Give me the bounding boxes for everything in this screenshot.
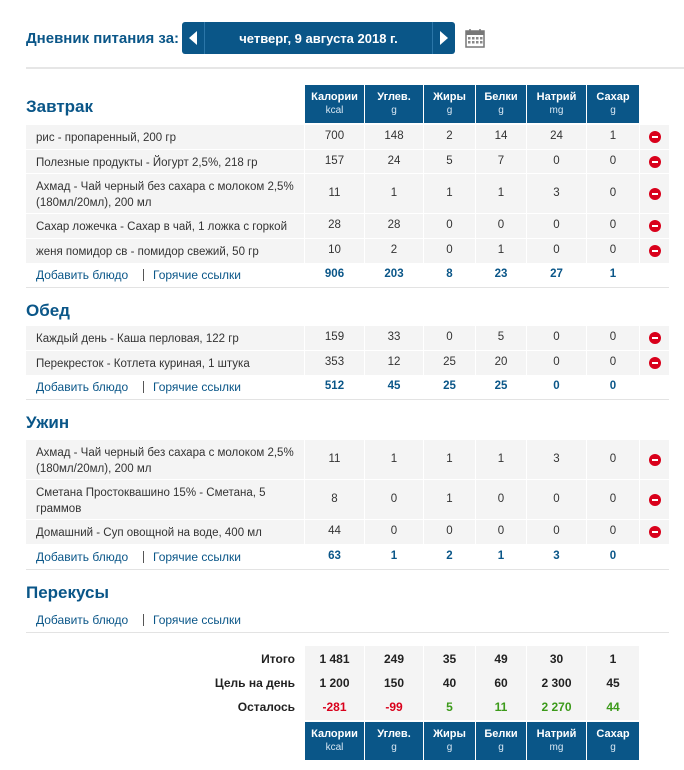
cell-divider (475, 214, 476, 238)
remove-icon[interactable] (649, 131, 661, 143)
cell-divider (364, 174, 365, 213)
cell-divider (475, 480, 476, 519)
column-unit: mg (549, 742, 564, 753)
nutrient-value: 8 (331, 493, 338, 505)
arrow-right-icon (440, 31, 448, 45)
nutrient-value: 25 (443, 356, 456, 368)
nutrient-value: 1 (497, 187, 505, 199)
meal-total-value: 45 (387, 380, 401, 392)
summary-value-remaining: 44 (606, 700, 620, 714)
meal-total-value: 0 (609, 550, 617, 562)
cell-divider (475, 520, 476, 544)
summary-value-remaining: -99 (385, 700, 403, 714)
food-name[interactable]: Домашний - Суп овощной на воде, 400 мл (36, 527, 262, 539)
remove-icon[interactable] (649, 245, 661, 257)
remove-icon[interactable] (649, 357, 661, 369)
column-header-bottom-3 (476, 722, 526, 760)
cell-divider (526, 480, 527, 519)
nutrient-value: 0 (553, 219, 560, 231)
summary-value-goal: 40 (442, 676, 457, 690)
cell-divider (586, 214, 587, 238)
cell-divider (304, 440, 305, 479)
column-header-top-5 (587, 85, 639, 123)
nutrient-value: 0 (609, 155, 617, 167)
cell-divider (423, 150, 424, 173)
add-food-link[interactable]: Добавить блюдо (36, 268, 129, 282)
column-label: Белки (484, 91, 518, 103)
food-name[interactable]: Сахар ложечка - Сахар в чай, 1 ложка с горкой (36, 221, 288, 233)
column-unit: g (391, 742, 397, 753)
nutrient-value: 1 (446, 187, 453, 199)
cell-divider (586, 351, 587, 375)
meal-title-breakfast: Завтрак (26, 97, 94, 116)
header-divider (26, 67, 684, 69)
meal-total-value: 1 (497, 550, 505, 562)
cell-divider (639, 440, 640, 479)
column-header-bottom-0 (305, 722, 364, 760)
summary-label-remaining: Осталось (237, 700, 295, 714)
nutrient-value: 20 (494, 356, 508, 368)
meal-total-value: 8 (446, 268, 453, 280)
cell-divider (475, 326, 476, 350)
table-row (26, 239, 669, 264)
cell-divider (639, 351, 640, 375)
column-header-top-2 (424, 85, 475, 123)
nutrient-value: 0 (553, 331, 560, 343)
food-name[interactable]: Ахмад - Чай черный без сахара с молоком 2,5% (180мл/20мл), 200 мл (36, 181, 294, 209)
summary-value-total: 35 (442, 652, 457, 666)
nutrient-value: 2 (446, 130, 453, 142)
nutrient-value: 700 (324, 130, 345, 142)
link-separator (143, 614, 144, 626)
cell-divider (526, 440, 527, 479)
cell-divider (364, 239, 365, 263)
nutrient-value: 353 (324, 356, 345, 368)
prev-day-button[interactable] (182, 22, 205, 54)
nutrient-value: 0 (609, 331, 617, 343)
meal-total-value: 2 (446, 550, 453, 562)
summary-label-total: Итого (261, 652, 295, 666)
column-unit: g (498, 742, 504, 753)
cell-divider (639, 125, 640, 149)
nutrient-value: 159 (324, 331, 345, 343)
food-name[interactable]: Ахмад - Чай черный без сахара с молоком 2,5% (180мл/20мл), 200 мл (36, 447, 294, 475)
cell-divider (304, 520, 305, 544)
column-label: Калории (311, 728, 358, 740)
food-name[interactable]: Перекресток - Котлета куриная, 1 штука (36, 358, 250, 370)
nutrient-value: 24 (387, 155, 401, 167)
cell-divider (304, 326, 305, 350)
meal-total-value: 906 (324, 268, 345, 280)
nutrient-value: 0 (446, 331, 453, 343)
food-name[interactable]: Каждый день - Каша перловая, 122 гр (36, 333, 239, 345)
nutrient-value: 0 (446, 244, 453, 256)
nutrient-value: 0 (553, 155, 560, 167)
table-row (26, 480, 669, 520)
nutrient-value: 0 (497, 219, 505, 231)
column-label: Жиры (433, 728, 466, 740)
nutrient-value: 3 (553, 453, 560, 465)
nutrient-value: 0 (609, 525, 617, 537)
summary-value-goal: 45 (606, 676, 620, 690)
nutrient-value: 7 (497, 155, 505, 167)
nutrient-value: 14 (494, 130, 508, 142)
cell-divider (475, 174, 476, 213)
cell-divider (423, 174, 424, 213)
cell-divider (423, 239, 424, 263)
meal-total-value: 1 (390, 550, 398, 562)
nutrient-value: 28 (328, 219, 341, 231)
summary-value-total: 1 481 (319, 652, 350, 666)
summary-label-goal: Цель на день (214, 676, 295, 690)
column-header-top-4 (527, 85, 586, 123)
meal-total-value: 203 (384, 268, 404, 280)
nutrient-value: 0 (609, 219, 617, 231)
quick-links-link[interactable]: Горячие ссылки (153, 613, 241, 627)
meal-total-value: 27 (550, 268, 563, 280)
cell-divider (304, 351, 305, 375)
cell-divider (364, 125, 365, 149)
summary-value-goal: 60 (494, 676, 508, 690)
column-label: Углев. (377, 728, 411, 740)
food-name[interactable]: Сметана Простоквашино 15% - Сметана, 5 граммов (36, 487, 266, 515)
cell-divider (586, 440, 587, 479)
table-row (26, 174, 669, 214)
nutrient-value: 0 (553, 493, 560, 505)
table-row (26, 326, 669, 351)
cell-divider (423, 125, 424, 149)
cell-divider (475, 351, 476, 375)
column-unit: g (498, 105, 504, 116)
table-row (26, 440, 669, 480)
cell-divider (423, 214, 424, 238)
column-header-top-1 (365, 85, 423, 123)
column-unit: g (446, 105, 453, 116)
meal-total-value: 25 (443, 380, 456, 392)
column-unit: g (391, 105, 397, 116)
quick-links-link[interactable]: Горячие ссылки (153, 380, 241, 394)
cell-divider (639, 174, 640, 213)
meal-total-value: 0 (553, 380, 560, 392)
column-header-bottom-1 (365, 722, 423, 760)
nutrient-value: 0 (553, 525, 560, 537)
summary-value-goal: 1 200 (319, 676, 350, 690)
column-unit: g (610, 742, 616, 753)
column-label: Натрий (536, 728, 577, 740)
nutrient-value: 1 (497, 453, 505, 465)
remove-icon[interactable] (649, 454, 661, 466)
cell-divider (304, 150, 305, 173)
cell-divider (423, 326, 424, 350)
cell-divider (526, 214, 527, 238)
cell-divider (639, 150, 640, 173)
nutrient-value: 12 (387, 356, 401, 368)
meal-total-value: 0 (609, 380, 617, 392)
meal-totals-row (26, 608, 669, 633)
nutrient-value: 1 (446, 453, 453, 465)
meal-title-snacks: Перекусы (26, 583, 110, 602)
summary-value-total: 1 (609, 652, 617, 666)
column-label: Сахар (596, 91, 630, 103)
nutrient-value: 0 (609, 244, 617, 256)
add-food-link[interactable]: Добавить блюдо (36, 613, 129, 627)
summary-value-goal: 2 300 (541, 676, 572, 690)
table-row (26, 150, 669, 174)
table-row (26, 214, 669, 239)
nutrient-value: 0 (609, 453, 617, 465)
cell-divider (304, 239, 305, 263)
cell-divider (364, 480, 365, 519)
nutrient-value: 33 (387, 331, 401, 343)
cell-divider (639, 214, 640, 238)
link-separator (143, 269, 144, 281)
nutrient-value: 0 (497, 493, 505, 505)
remove-icon[interactable] (649, 332, 661, 344)
meal-total-value: 63 (328, 550, 341, 562)
cell-divider (526, 326, 527, 350)
nutrient-value: 148 (384, 130, 404, 142)
quick-links-link[interactable]: Горячие ссылки (153, 268, 241, 282)
nutrient-value: 44 (328, 525, 341, 537)
cell-divider (639, 520, 640, 544)
column-header-bottom-4 (527, 722, 586, 760)
remove-icon[interactable] (649, 188, 661, 200)
nutrient-value: 3 (553, 187, 560, 199)
cell-divider (475, 440, 476, 479)
summary-value-total: 30 (549, 652, 564, 666)
link-separator (143, 381, 144, 393)
cell-divider (586, 326, 587, 350)
food-name[interactable]: женя помидор св - помидор свежий, 50 гр (36, 246, 259, 258)
cell-divider (364, 351, 365, 375)
remove-icon[interactable] (649, 220, 661, 232)
meal-total-value: 3 (553, 550, 560, 562)
cell-divider (526, 174, 527, 213)
nutrient-value: 11 (328, 187, 341, 199)
next-day-button[interactable] (432, 22, 455, 54)
column-label: Калории (311, 91, 358, 103)
cell-divider (639, 239, 640, 263)
remove-icon[interactable] (649, 494, 661, 506)
add-food-link[interactable]: Добавить блюдо (36, 550, 129, 564)
column-label: Белки (484, 728, 518, 740)
column-unit: kcal (325, 105, 344, 116)
cell-divider (304, 480, 305, 519)
cell-divider (364, 440, 365, 479)
nutrient-value: 11 (328, 453, 341, 465)
nutrient-value: 0 (497, 525, 505, 537)
meal-total-value: 23 (494, 268, 508, 280)
meal-total-value: 512 (324, 380, 345, 392)
summary-value-total: 49 (494, 652, 508, 666)
nutrient-value: 0 (553, 244, 560, 256)
cell-divider (304, 174, 305, 213)
column-label: Углев. (377, 91, 411, 103)
meal-totals-row (26, 263, 669, 288)
table-row (26, 520, 669, 545)
column-unit: kcal (325, 742, 344, 753)
column-header-top-3 (476, 85, 526, 123)
cell-divider (526, 351, 527, 375)
nutrient-value: 0 (553, 356, 560, 368)
column-unit: g (610, 105, 616, 116)
cell-divider (423, 351, 424, 375)
nutrient-value: 0 (609, 493, 617, 505)
nutrient-value: 0 (446, 525, 453, 537)
cell-divider (364, 326, 365, 350)
cell-divider (526, 520, 527, 544)
cell-divider (364, 150, 365, 173)
summary-value-remaining: -281 (322, 700, 347, 714)
nutrient-value: 5 (497, 331, 505, 343)
column-label: Жиры (433, 91, 466, 103)
meal-totals-row (26, 375, 669, 400)
food-name[interactable]: рис - пропаренный, 200 гр (36, 132, 176, 144)
cell-divider (586, 125, 587, 149)
meal-title-lunch: Обед (26, 301, 70, 320)
nutrient-value: 157 (324, 155, 345, 167)
cell-divider (586, 520, 587, 544)
cell-divider (526, 150, 527, 173)
cell-divider (526, 125, 527, 149)
cell-divider (475, 125, 476, 149)
cell-divider (586, 174, 587, 213)
cell-divider (423, 520, 424, 544)
remove-icon[interactable] (649, 156, 661, 168)
meal-total-value: 25 (494, 380, 508, 392)
summary-value-remaining: 5 (446, 700, 453, 714)
column-unit: mg (549, 105, 564, 116)
column-label: Натрий (536, 91, 577, 103)
nutrient-value: 0 (390, 525, 398, 537)
nutrient-value: 0 (609, 356, 617, 368)
cell-divider (639, 480, 640, 519)
nutrient-value: 0 (390, 493, 398, 505)
page-title: Дневник питания за: (26, 30, 180, 47)
cell-divider (586, 150, 587, 173)
arrow-left-icon (189, 31, 197, 45)
cell-divider (304, 214, 305, 238)
cell-divider (586, 239, 587, 263)
cell-divider (364, 214, 365, 238)
cell-divider (304, 125, 305, 149)
nutrient-value: 0 (446, 219, 453, 231)
nutrient-value: 1 (390, 187, 398, 199)
column-unit: g (446, 742, 453, 753)
summary-value-goal: 150 (383, 676, 405, 690)
cell-divider (423, 440, 424, 479)
nutrient-value: 5 (446, 155, 453, 167)
meal-totals-row (26, 545, 669, 570)
cell-divider (423, 480, 424, 519)
table-row (26, 351, 669, 376)
current-date: четверг, 9 августа 2018 г. (239, 30, 398, 46)
food-name[interactable]: Полезные продукты - Йогурт 2,5%, 218 гр (36, 157, 258, 169)
remove-icon[interactable] (649, 526, 661, 538)
nutrient-value: 1 (497, 244, 505, 256)
cell-divider (586, 480, 587, 519)
cell-divider (526, 239, 527, 263)
nutrient-value: 1 (446, 493, 453, 505)
cell-divider (639, 326, 640, 350)
column-header-top-0 (305, 85, 364, 123)
table-row (26, 125, 669, 150)
nutrient-value: 10 (328, 244, 341, 256)
nutrient-value: 1 (390, 453, 398, 465)
cell-divider (475, 150, 476, 173)
nutrient-value: 0 (609, 187, 617, 199)
meal-total-value: 1 (609, 268, 617, 280)
link-separator (143, 551, 144, 563)
calendar-icon[interactable] (465, 28, 485, 48)
summary-value-remaining: 2 270 (541, 700, 572, 714)
cell-divider (475, 239, 476, 263)
nutrient-value: 1 (609, 130, 617, 142)
column-label: Сахар (596, 728, 630, 740)
nutrient-value: 24 (550, 130, 563, 142)
summary-value-total: 249 (383, 652, 405, 666)
add-food-link[interactable]: Добавить блюдо (36, 380, 129, 394)
nutrient-value: 2 (390, 244, 398, 256)
summary-value-remaining: 11 (494, 700, 508, 714)
column-header-bottom-2 (424, 722, 475, 760)
date-navigator (182, 22, 455, 54)
nutrient-value: 28 (387, 219, 401, 231)
quick-links-link[interactable]: Горячие ссылки (153, 550, 241, 564)
meal-title-dinner: Ужин (26, 413, 70, 432)
cell-divider (364, 520, 365, 544)
column-header-bottom-5 (587, 722, 639, 760)
